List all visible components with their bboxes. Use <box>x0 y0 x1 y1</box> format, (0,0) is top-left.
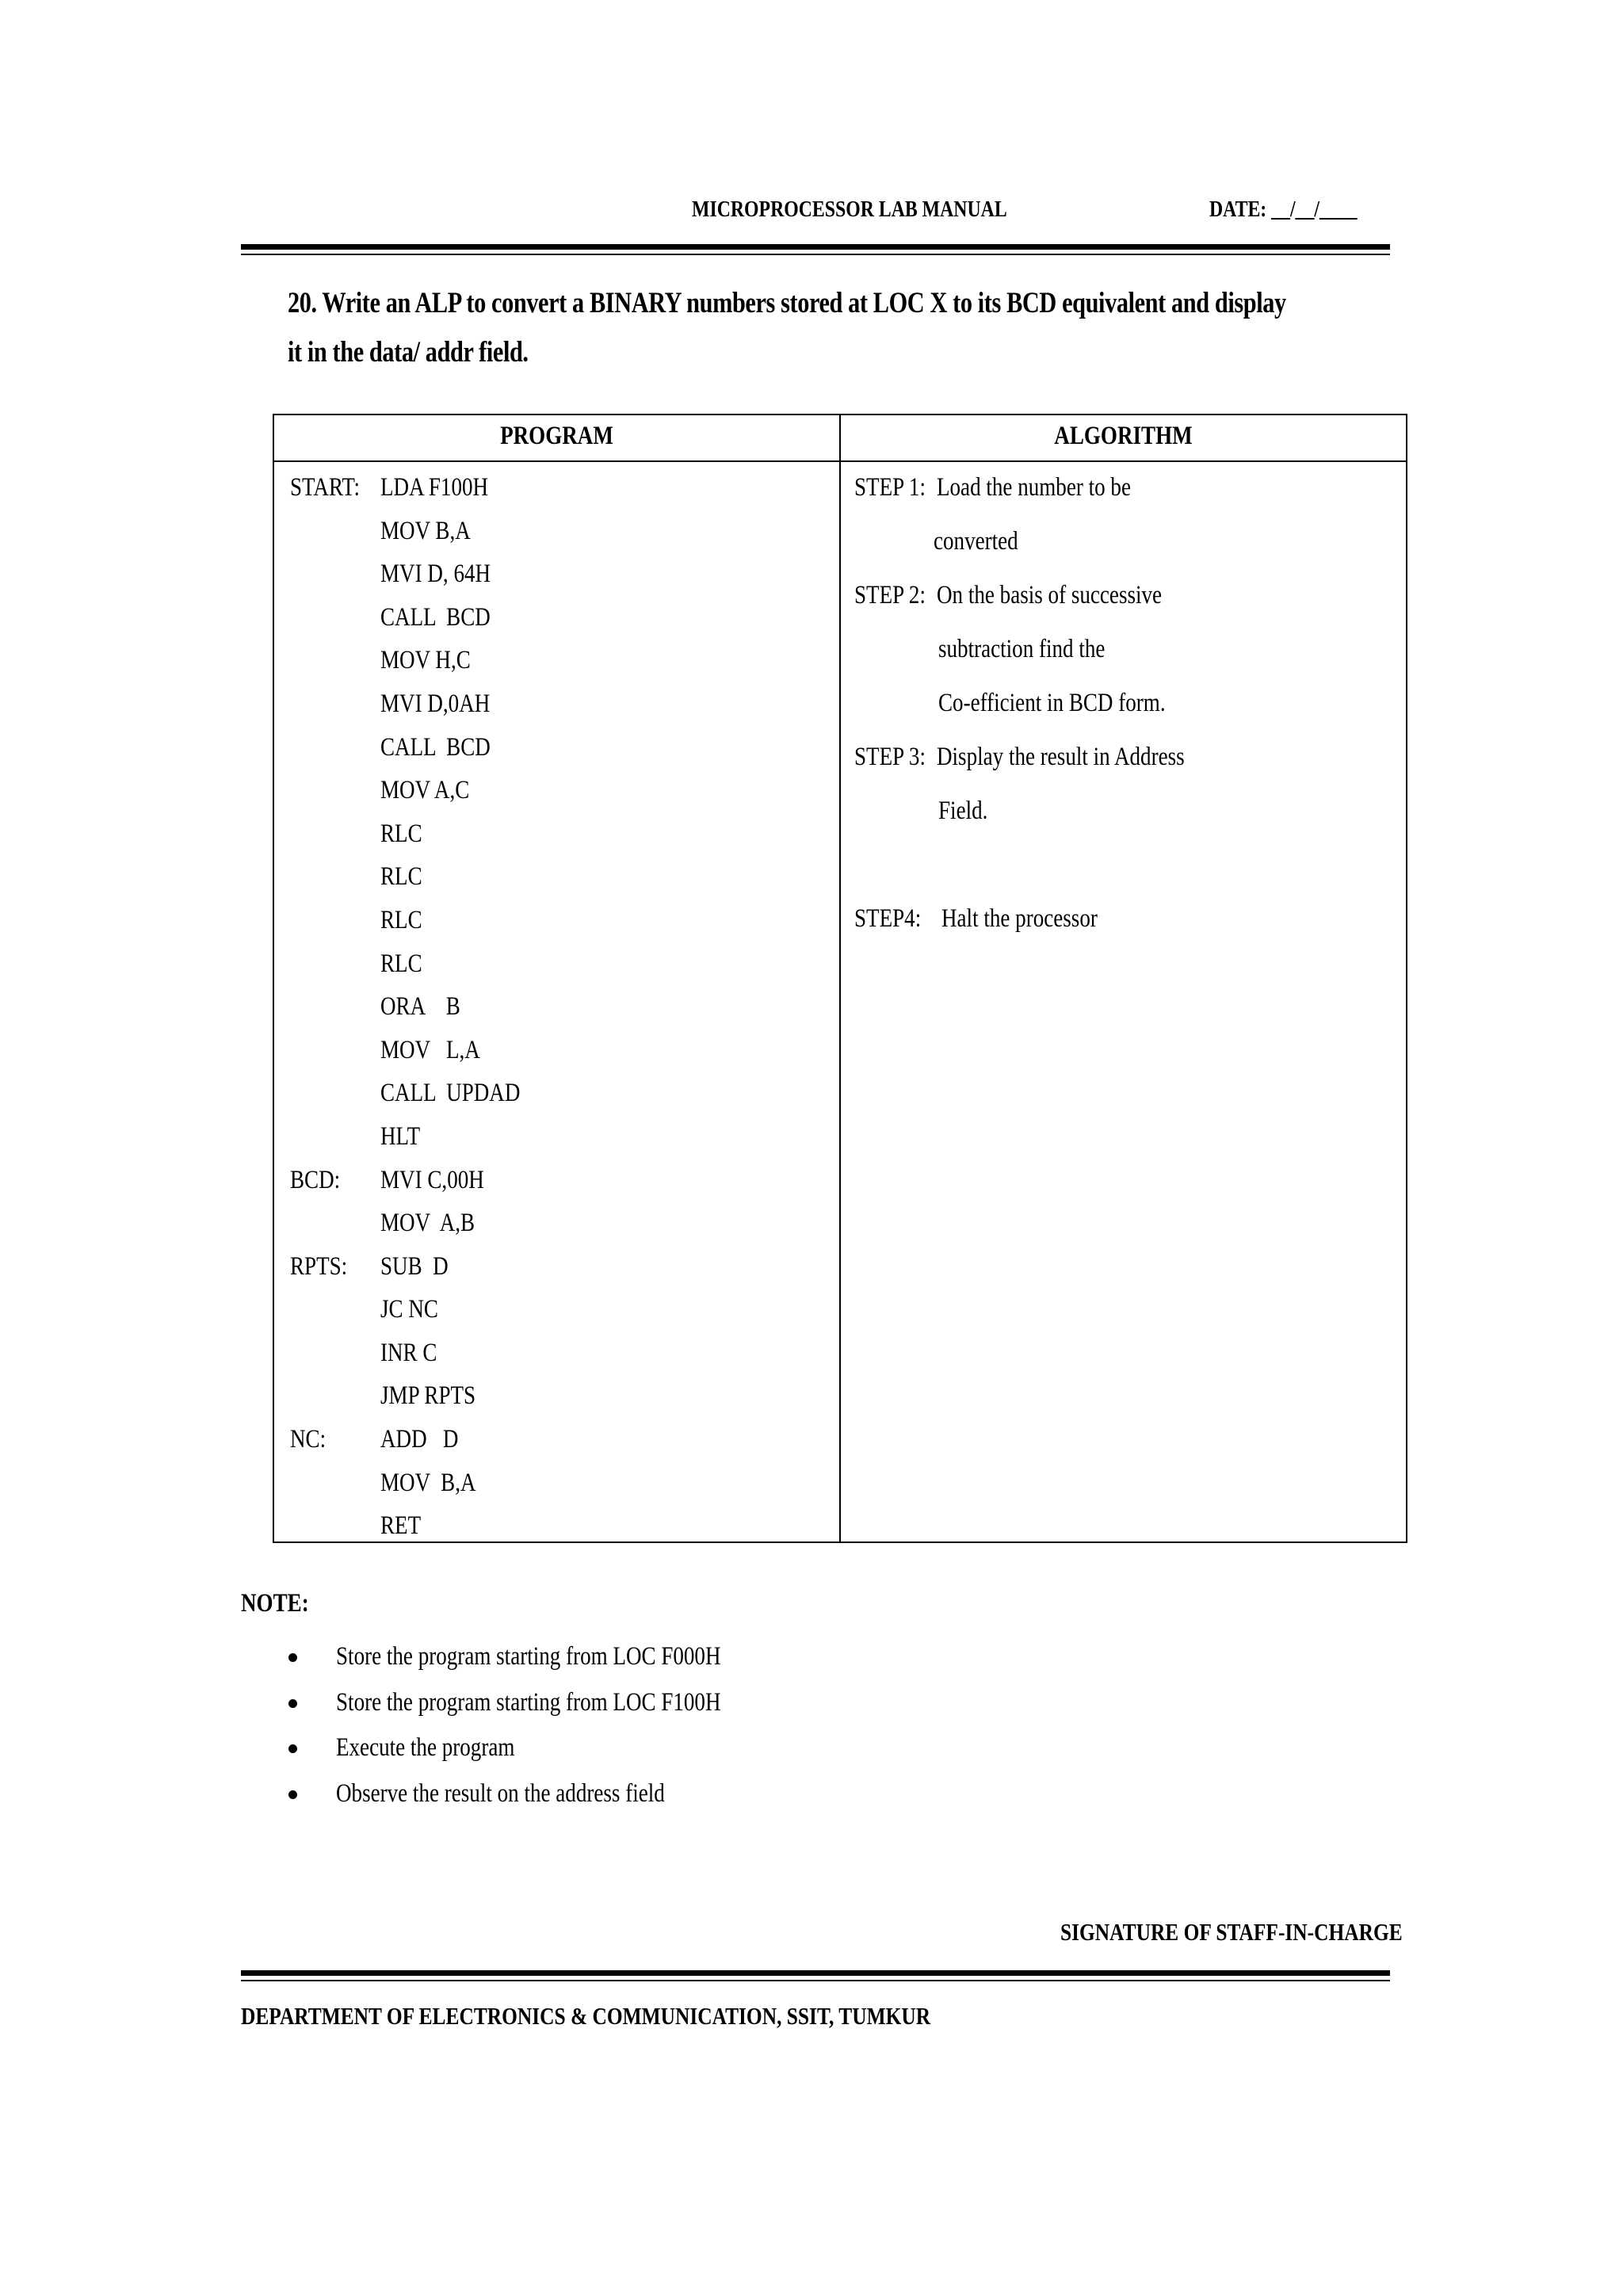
bullet-icon <box>288 1744 297 1753</box>
footer-department: DEPARTMENT OF ELECTRONICS & COMMUNICATION, SSIT, TUMKUR <box>241 2002 931 2030</box>
note-text: Observe the result on the address field <box>336 1778 665 1808</box>
code-instruction: MVI C,00H <box>380 1165 484 1194</box>
step-text: Field. <box>938 797 988 825</box>
code-instruction: MOV L,A <box>380 1035 480 1064</box>
code-instruction: CALL UPDAD <box>380 1079 521 1108</box>
step-label: STEP 1: <box>854 473 926 502</box>
algorithm-header: ALGORITHM <box>1054 422 1193 450</box>
code-instruction: CALL BCD <box>380 732 491 762</box>
code-label: RPTS: <box>290 1251 348 1281</box>
code-instruction: HLT <box>380 1121 421 1151</box>
header-rule-thin <box>241 254 1390 255</box>
code-instruction: MOV H,C <box>380 646 471 675</box>
step-label: STEP 2: <box>854 581 926 609</box>
note-text: Execute the program <box>336 1733 515 1762</box>
code-instruction: SUB D <box>380 1251 449 1281</box>
code-instruction: ADD D <box>380 1425 459 1454</box>
program-header: PROGRAM <box>500 422 613 450</box>
code-instruction: CALL BCD <box>380 602 491 632</box>
code-instruction: RET <box>380 1511 422 1541</box>
code-instruction: LDA F100H <box>380 473 489 502</box>
code-instruction: RLC <box>380 949 422 978</box>
step-text: Load the number to be <box>937 473 1131 502</box>
header-title: MICROPROCESSOR LAB MANUAL <box>692 197 1007 222</box>
code-instruction: MOV A,B <box>380 1209 475 1238</box>
footer-rule-thin <box>241 1980 1390 1981</box>
step-text: Display the result in Address <box>937 743 1185 771</box>
code-instruction: JC NC <box>380 1295 438 1324</box>
note-heading: NOTE: <box>241 1589 309 1618</box>
step-text: Halt the processor <box>941 904 1098 933</box>
note-text: Store the program starting from LOC F000H <box>336 1642 721 1671</box>
code-label: NC: <box>290 1425 327 1454</box>
code-instruction: JMP RPTS <box>380 1381 476 1411</box>
code-instruction: MVI D, 64H <box>380 560 491 589</box>
step-text: On the basis of successive <box>937 581 1163 609</box>
bullet-icon <box>288 1699 297 1708</box>
header-rule-thick <box>241 244 1390 250</box>
step-label: STEP4: <box>854 904 922 933</box>
code-instruction: MOV B,A <box>380 1468 476 1497</box>
code-instruction: MVI D,0AH <box>380 689 491 718</box>
code-instruction: MOV B,A <box>380 516 471 545</box>
footer-rule-thick <box>241 1970 1390 1976</box>
program-algorithm-table <box>273 414 1407 1543</box>
code-instruction: RLC <box>380 905 422 934</box>
table-column-divider <box>839 415 841 1541</box>
note-text: Store the program starting from LOC F100H <box>336 1687 721 1717</box>
step-label: STEP 3: <box>854 743 926 771</box>
code-label: START: <box>290 473 361 502</box>
code-instruction: MOV A,C <box>380 776 470 805</box>
question-text: 20. Write an ALP to convert a BINARY numbers stored at LOC X to its BCD equivalent and display it in the data/ addr field. <box>288 287 1286 369</box>
code-instruction: RLC <box>380 862 422 892</box>
header-date: DATE: __/__/____ <box>1209 197 1358 222</box>
step-text: subtraction find the <box>938 635 1106 663</box>
code-instruction: INR C <box>380 1338 437 1367</box>
signature-label: SIGNATURE OF STAFF-IN-CHARGE <box>1060 1918 1403 1946</box>
bullet-icon <box>288 1790 297 1799</box>
bullet-icon <box>288 1653 297 1662</box>
code-instruction: RLC <box>380 819 422 848</box>
code-instruction: ORA B <box>380 992 460 1022</box>
code-label: BCD: <box>290 1165 341 1194</box>
step-text: converted <box>934 527 1018 556</box>
step-text: Co-efficient in BCD form. <box>938 689 1166 717</box>
table-header-divider <box>274 460 1406 462</box>
